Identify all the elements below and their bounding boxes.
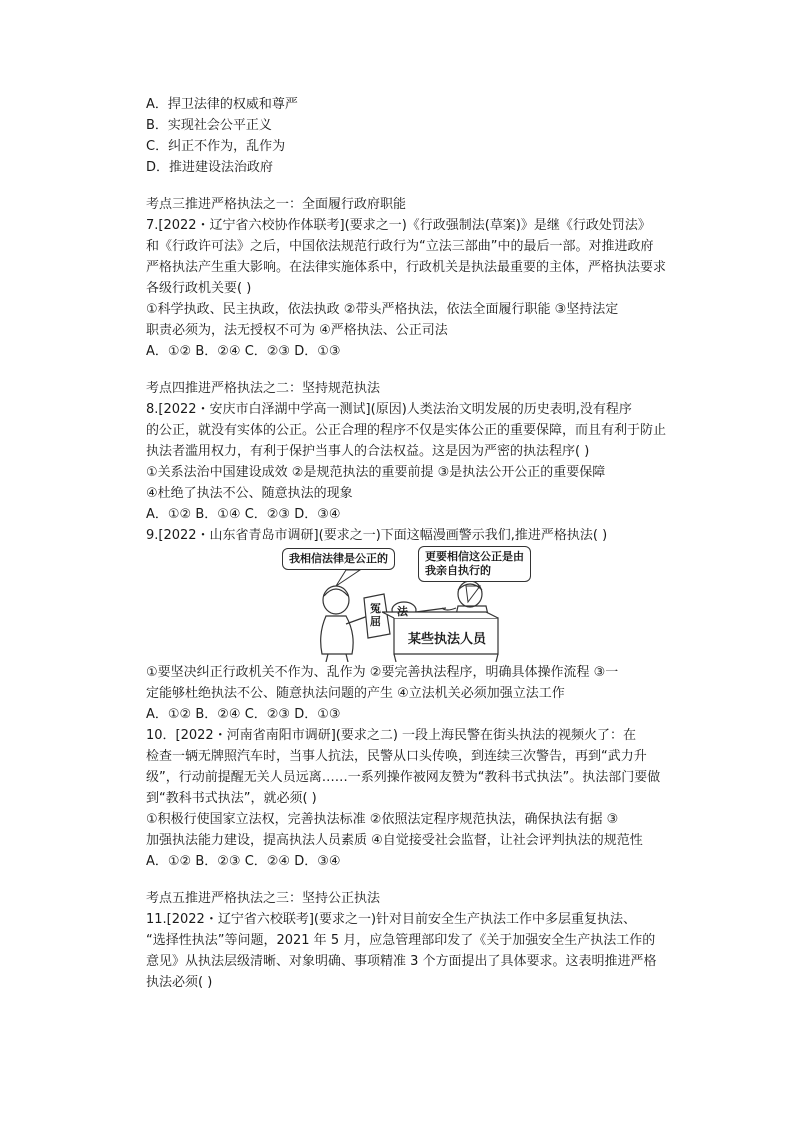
bubble-right-line: 我亲自执行的 bbox=[425, 564, 491, 577]
q11-line: 意见》从执法层级清晰、对象明确、事项精准 3 个方面提出了具体要求。这表明推进严格 bbox=[146, 954, 657, 969]
option-c: C．纠正不作为，乱作为 bbox=[146, 139, 286, 154]
q10-line: 级”，行动前提醒无关人员远离……一系列操作被网友赞为“教科书式执法”。执法部门要做 bbox=[146, 770, 661, 785]
document-page bbox=[146, 94, 676, 993]
q7-choices: A．①② B．②④ C．②③ D．①③ bbox=[146, 344, 341, 359]
q8-line: 的公正，就没有实体的公正。公正合理的程序不仅是实体公正的重要保障，而且有利于防止 bbox=[146, 423, 667, 438]
option-d: D．推进建设法治政府 bbox=[146, 160, 274, 175]
q10-choices: A．①② B．②③ C．②④ D．③④ bbox=[146, 854, 341, 869]
q9-choices: A．①② B．②④ C．②③ D．①③ bbox=[146, 707, 341, 722]
section4-heading: 考点四推进严格执法之二：坚持规范执法 bbox=[146, 381, 381, 396]
q10-line: 10．[2022・河南省南阳市调研](要求之二) 一段上海民警在街头执法的视频火了：在 bbox=[146, 728, 637, 743]
speech-bubble-left: 我相信法律是公正的 bbox=[282, 548, 395, 570]
citizen-figure bbox=[321, 586, 368, 662]
paper-text bbox=[370, 602, 381, 628]
paper-char: 冤 bbox=[370, 602, 381, 615]
option-b: B．实现社会公平正义 bbox=[146, 118, 272, 133]
q10-line: 检查一辆无牌照汽车时，当事人抗法，民警从口头传唤，到连续三次警告，再到“武力升 bbox=[146, 749, 647, 764]
q7-line: 和《行政许可法》之后，中国依法规范行政行为“立法三部曲”中的最后一部。对推进政府 bbox=[146, 239, 654, 254]
speech-bubble-right bbox=[418, 546, 531, 582]
q9-item: ①要坚决纠正行政机关不作为、乱作为 ②要完善执法程序，明确具体操作流程 ③一 bbox=[146, 665, 619, 680]
q7-line: 7.[2022・辽宁省六校协作体联考](要求之一)《行政强制法(草案)》是继《行政处罚法》 bbox=[146, 218, 651, 233]
option-a: A．捍卫法律的权威和尊严 bbox=[146, 97, 298, 112]
bubble-right-line: 更要相信这公正是由 bbox=[425, 550, 524, 563]
q11-line: “选择性执法”等问题，2021 年 5 月，应急管理部印发了《关于加强安全生产执法工作的 bbox=[146, 933, 656, 948]
law-sign-label: 法 bbox=[397, 605, 408, 618]
q11-line: 11.[2022・辽宁省六校联考](要求之一)针对目前安全生产执法工作中多层重复执法、 bbox=[146, 912, 637, 927]
q7-item: 职责必须为，法无授权不可为 ④严格执法、公正司法 bbox=[146, 323, 448, 338]
paper-char: 屈 bbox=[370, 615, 381, 628]
q8-choices: A．①② B．①④ C．②③ D．③④ bbox=[146, 507, 341, 522]
q8-item: ④杜绝了执法不公、随意执法的现象 bbox=[146, 486, 353, 501]
q8-line: 8.[2022・安庆市白泽湖中学高一测试](原因)人类法治文明发展的历史表明,没有程序 bbox=[146, 402, 632, 417]
q8-line: 执法者滥用权力，有利于保护当事人的合法权益。这是因为严密的执法程序( ) bbox=[146, 444, 590, 459]
q10-line: 到“教科书式执法”，就必须( ) bbox=[146, 791, 317, 806]
cartoon bbox=[146, 546, 676, 662]
q9-line: 9.[2022・山东省青岛市调研](要求之一)下面这幅漫画警示我们,推进严格执法( ) bbox=[146, 528, 608, 543]
q10-item: ①积极行使国家立法权，完善执法标准 ②依照法定程序规范执法，确保执法有据 ③ bbox=[146, 812, 619, 827]
q7-item: ①科学执政、民主执政，依法执政 ②带头严格执法，依法全面履行职能 ③坚持法定 bbox=[146, 302, 619, 317]
section3-heading: 考点三推进严格执法之一：全面履行政府职能 bbox=[146, 197, 407, 212]
q11-line: 执法必须( ) bbox=[146, 975, 213, 990]
desk-label: 某些执法人员 bbox=[408, 632, 487, 647]
q7-line: 各级行政机关要( ) bbox=[146, 281, 252, 296]
q8-item: ①关系法治中国建设成效 ②是规范执法的重要前提 ③是执法公开公正的重要保障 bbox=[146, 465, 606, 480]
q9-item: 定能够杜绝执法不公、随意执法问题的产生 ④立法机关必须加强立法工作 bbox=[146, 686, 565, 701]
section5-heading: 考点五推进严格执法之三：坚持公正执法 bbox=[146, 891, 381, 906]
q10-item: 加强执法能力建设，提高执法人员素质 ④自觉接受社会监督，让社会评判执法的规范性 bbox=[146, 833, 643, 848]
q7-line: 严格执法产生重大影响。在法律实施体系中，行政机关是执法最重要的主体，严格执法要求 bbox=[146, 260, 667, 275]
